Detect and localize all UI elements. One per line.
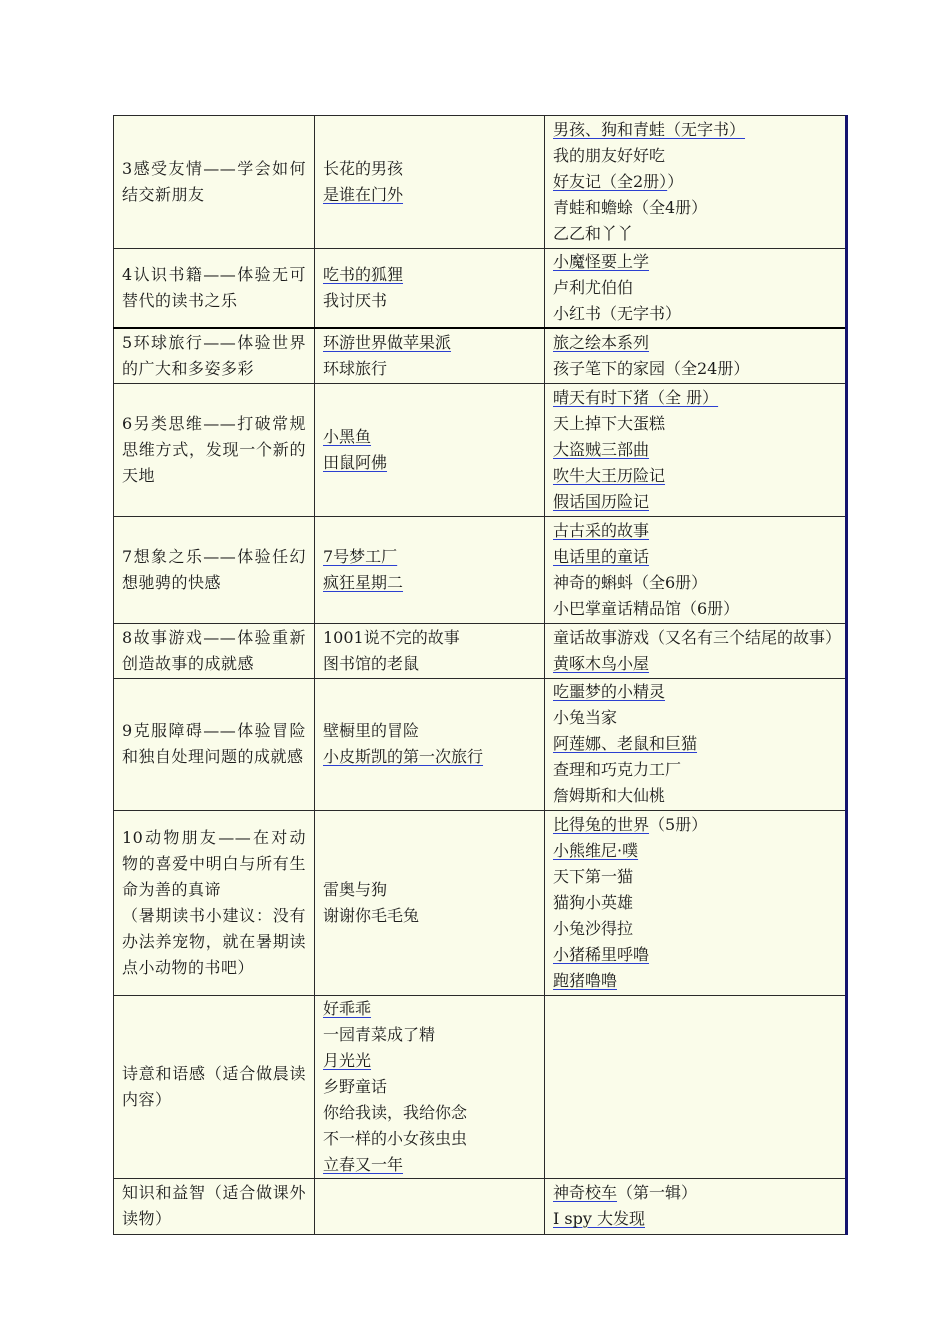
book-title: 卢利尤伯伯: [553, 278, 634, 297]
book-entry: [323, 625, 536, 651]
book-link[interactable]: I spy 大发现: [553, 1209, 645, 1228]
extended-reading-cell: [545, 383, 847, 516]
book-entry: [553, 195, 837, 221]
book-link[interactable]: 疯狂星期二: [323, 572, 404, 592]
book-entry: [553, 942, 837, 968]
book-title: 壁橱里的冒险: [323, 721, 420, 740]
extended-reading-cell: [545, 1178, 847, 1234]
book-entry: [553, 812, 837, 838]
book-title: 图书馆的老鼠: [323, 653, 420, 673]
book-title: 我的朋友好好吃: [553, 146, 666, 165]
picture-book-cell: [315, 383, 545, 516]
book-entry: [553, 864, 837, 890]
book-title: 不一样的小女孩虫虫: [323, 1128, 468, 1148]
book-link[interactable]: 好乖乖: [323, 998, 372, 1018]
table-row: [114, 383, 847, 516]
table-row: [114, 1178, 847, 1234]
book-title: 一园青菜成了精: [323, 1024, 436, 1044]
book-paragraph: [553, 625, 842, 677]
book-entry: [553, 731, 837, 757]
book-link[interactable]: 比得兔的世界: [553, 814, 650, 834]
picture-book-cell: [315, 1178, 545, 1234]
book-entry: [323, 1022, 536, 1048]
book-entry: [553, 411, 837, 437]
theme-cell: [114, 810, 315, 995]
book-entry: [323, 544, 536, 570]
reading-list-table: [113, 115, 848, 1235]
book-link[interactable]: 假话国历险记: [553, 491, 650, 511]
table-row: [114, 623, 847, 678]
book-entry: [553, 968, 837, 994]
book-title: 天下第一猫: [553, 866, 634, 886]
extended-reading-cell: [545, 249, 847, 329]
book-title-suffix: （5册）: [649, 814, 708, 834]
extended-reading-cell: [545, 810, 847, 995]
book-title: 我讨厌书: [323, 291, 388, 310]
book-link[interactable]: 神奇校车: [553, 1183, 618, 1202]
extended-reading-cell: [545, 678, 847, 810]
table-row: [114, 678, 847, 810]
book-entry: [323, 424, 536, 450]
picture-book-cell: [315, 249, 545, 329]
picture-book-cell: [315, 516, 545, 623]
picture-book-cell: [315, 116, 545, 249]
table-row: [114, 116, 847, 249]
book-entry: [553, 705, 837, 731]
theme-text: 5环球旅行——体验世界的广大和多姿多彩: [122, 332, 306, 378]
book-link[interactable]: 古古采的故事: [553, 520, 650, 540]
book-link[interactable]: 男孩、狗和青蛙（无字书）: [553, 120, 746, 139]
picture-book-cell: [315, 678, 545, 810]
book-title: 天上掉下大蛋糕: [553, 413, 666, 433]
book-entry: [323, 450, 536, 476]
book-title: 小兔沙得拉: [553, 918, 634, 938]
book-link[interactable]: 小魔怪要上学: [553, 252, 650, 271]
book-entry: [553, 757, 837, 783]
book-entry: [553, 301, 837, 327]
book-title: 孩子笔下的家园（全24册）: [553, 358, 750, 378]
table-row: [114, 810, 847, 995]
book-entry: [553, 117, 837, 143]
book-entry: [323, 1152, 536, 1178]
book-link[interactable]: 小皮斯凯的第一次旅行: [323, 747, 484, 766]
book-link[interactable]: 吹牛大王历险记: [553, 465, 666, 485]
book-title: 小兔当家: [553, 708, 618, 727]
book-link[interactable]: 7号梦工厂: [323, 546, 398, 566]
book-entry: [553, 838, 837, 864]
extended-reading-cell: [545, 516, 847, 623]
book-link[interactable]: 田鼠阿佛: [323, 452, 388, 472]
book-entry: [553, 489, 837, 515]
book-entry: [553, 518, 837, 544]
book-entry: [553, 143, 837, 169]
book-entry: [323, 1074, 536, 1100]
book-title: 你给我读，我给你念: [323, 1102, 468, 1122]
book-link[interactable]: 晴天有时下猪（全 册）: [553, 387, 719, 407]
theme-text: 知识和益智（适合做课外读物）: [122, 1183, 306, 1228]
book-title: 小红书（无字书）: [553, 304, 682, 323]
book-link[interactable]: 吃书的狐狸: [323, 265, 404, 284]
book-title-suffix: （第一辑）: [617, 1183, 698, 1202]
theme-cell: [114, 623, 315, 678]
book-link[interactable]: 小猪稀里呼噜: [553, 944, 650, 964]
book-entry: [553, 330, 837, 356]
book-link[interactable]: 小黑鱼: [323, 426, 372, 446]
book-entry: [323, 1100, 536, 1126]
book-title: 环球旅行: [323, 358, 388, 378]
theme-cell: [114, 678, 315, 810]
theme-cell: [114, 516, 315, 623]
book-entry: [323, 330, 536, 356]
picture-book-cell: [315, 328, 545, 383]
book-title: 神奇的蝌蚪（全6册）: [553, 572, 708, 592]
extended-reading-cell: [545, 328, 847, 383]
book-entry: [323, 1048, 536, 1074]
table-row: [114, 516, 847, 623]
book-entry: [553, 570, 837, 596]
book-title: 小巴掌童话精品馆（6册）: [553, 598, 740, 618]
book-entry: [323, 744, 536, 770]
book-link[interactable]: 小熊维尼·噗: [553, 840, 639, 860]
book-entry: [553, 544, 837, 570]
book-entry: [323, 570, 536, 596]
theme-cell: [114, 249, 315, 329]
book-entry: [323, 877, 536, 903]
book-entry: [323, 156, 536, 182]
book-title: 查理和巧克力工厂: [553, 760, 682, 779]
extended-reading-cell: [545, 116, 847, 249]
book-title: 青蛙和蟾蜍（全4册）: [553, 198, 708, 217]
book-entry: [323, 288, 536, 314]
book-title: 猫狗小英雄: [553, 892, 634, 912]
book-entry: [553, 916, 837, 942]
book-entry: [553, 679, 837, 705]
book-title: 童话故事游戏（又名有三个结尾的故事）: [553, 627, 842, 647]
book-entry: [553, 249, 837, 275]
book-entry: [323, 182, 536, 208]
theme-text: 10动物朋友——在对动物的喜爱中明白与所有生命为善的真谛: [122, 827, 306, 899]
theme-cell: [114, 383, 315, 516]
book-link[interactable]: 是谁在门外: [323, 185, 404, 204]
book-entry: [323, 718, 536, 744]
book-link[interactable]: 立春又一年: [323, 1154, 404, 1174]
table-row: [114, 995, 847, 1178]
book-link[interactable]: 电话里的童话: [553, 546, 650, 566]
book-entry: [323, 903, 536, 929]
book-link[interactable]: 跑猪噜噜: [553, 970, 618, 990]
theme-text: 3感受友情——学会如何结交新朋友: [122, 159, 306, 204]
theme-text: 9克服障碍——体验冒险和独自处理问题的成就感: [122, 721, 306, 766]
picture-book-cell: [315, 995, 545, 1178]
theme-text: 6另类思维——打破常规思维方式，发现一个新的天地: [122, 413, 306, 485]
extended-reading-cell: [545, 623, 847, 678]
theme-note: （暑期读书小建议：没有办法养宠物，就在暑期读点小动物的书吧）: [122, 905, 306, 977]
book-link[interactable]: 旅之绘本系列: [553, 332, 650, 352]
book-title: 长花的男孩: [323, 159, 404, 178]
theme-cell: [114, 116, 315, 249]
book-entry: [553, 890, 837, 916]
book-entry: [323, 651, 536, 677]
book-entry: [553, 1180, 837, 1206]
theme-cell: [114, 995, 315, 1178]
book-entry: [553, 596, 837, 622]
book-entry: [323, 262, 536, 288]
book-entry: [553, 385, 837, 411]
book-entry: [553, 221, 837, 247]
book-entry: [553, 356, 837, 382]
book-entry: [553, 437, 837, 463]
book-link[interactable]: 环游世界做苹果派: [323, 332, 452, 352]
book-title: 谢谢你毛毛兔: [323, 905, 420, 925]
book-entry: [553, 275, 837, 301]
book-entry: [553, 783, 837, 809]
book-title: 1001说不完的故事: [323, 627, 460, 647]
book-entry: [553, 169, 837, 195]
book-link[interactable]: 月光光: [323, 1050, 372, 1070]
picture-book-cell: [315, 623, 545, 678]
book-title: 詹姆斯和大仙桃: [553, 786, 666, 805]
theme-text: 8故事游戏——体验重新创造故事的成就感: [122, 627, 306, 673]
theme-text: 4认识书籍——体验无可替代的读书之乐: [122, 265, 306, 310]
book-link[interactable]: 阿莲娜、老鼠和巨猫: [553, 734, 698, 753]
book-title-suffix: ）: [667, 172, 684, 191]
book-entry: [323, 356, 536, 382]
extended-reading-cell: [545, 995, 847, 1178]
book-entry: [323, 996, 536, 1022]
book-link[interactable]: 黄啄木鸟小屋: [553, 653, 650, 673]
theme-text: 7想象之乐——体验任幻想驰骋的快感: [122, 546, 306, 592]
book-title: 乙乙和丫丫: [553, 224, 634, 243]
table-row: [114, 328, 847, 383]
book-link[interactable]: 大盗贼三部曲: [553, 439, 650, 459]
book-link[interactable]: 吃噩梦的小精灵: [553, 682, 666, 701]
theme-cell: [114, 1178, 315, 1234]
picture-book-cell: [315, 810, 545, 995]
book-link[interactable]: 好友记（全2册）: [553, 172, 668, 191]
table-row: [114, 249, 847, 329]
theme-text: 诗意和语感（适合做晨读内容）: [122, 1063, 306, 1109]
theme-cell: [114, 328, 315, 383]
book-entry: [323, 1126, 536, 1152]
book-entry: [553, 1206, 837, 1232]
book-title: 雷奥与狗: [323, 879, 388, 899]
book-title: 乡野童话: [323, 1076, 388, 1096]
book-entry: [553, 463, 837, 489]
